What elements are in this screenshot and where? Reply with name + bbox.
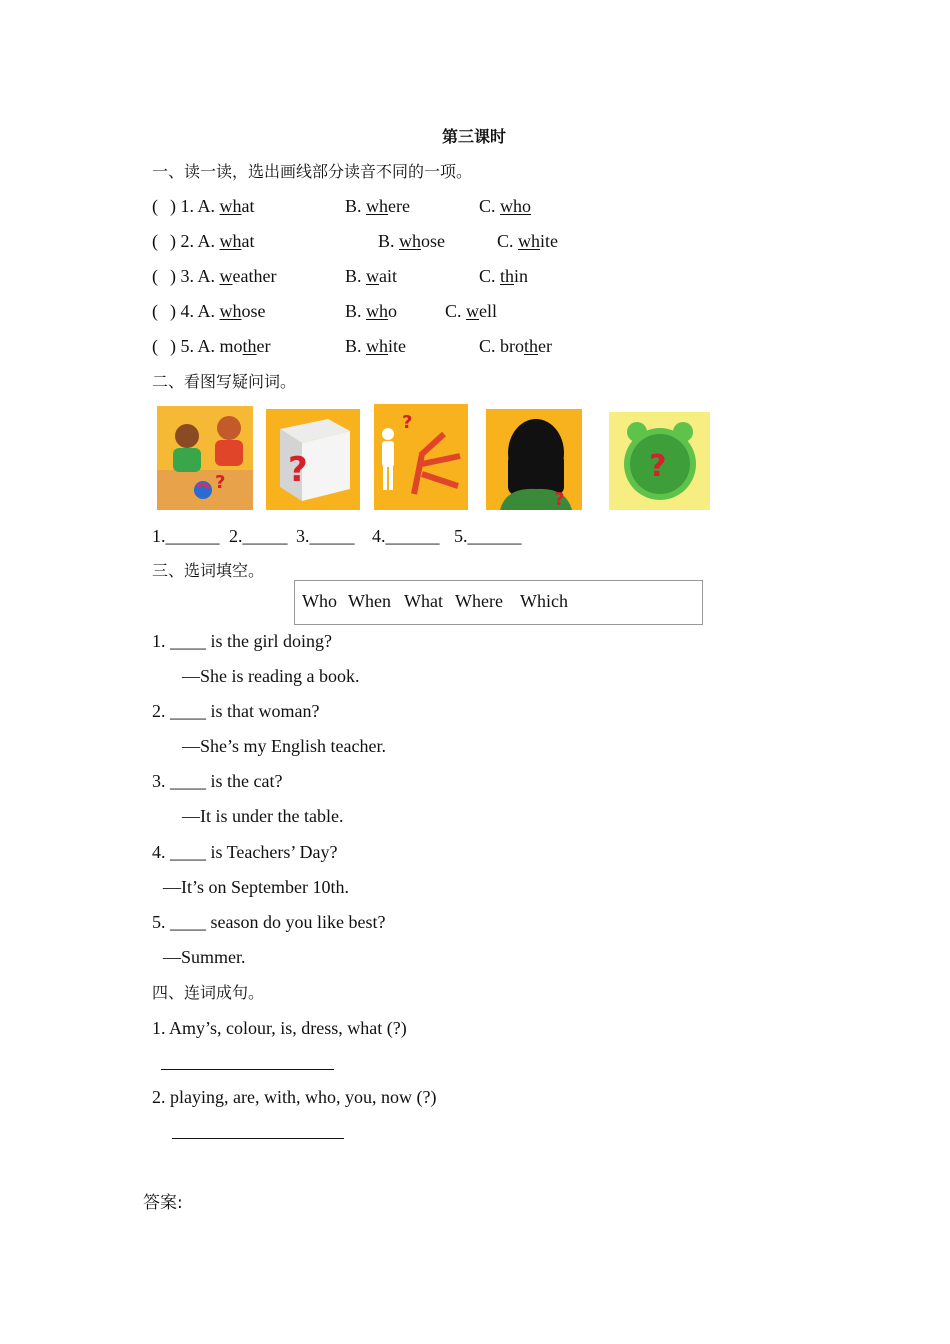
fill-answer-2: —She’s my English teacher. xyxy=(182,736,386,756)
underlined-letters: wh xyxy=(219,196,242,216)
fill-answer-1: —She is reading a book. xyxy=(182,666,360,686)
question-row: ( ) 2. A. what xyxy=(152,231,255,251)
fill-question-5: 5. ____ season do you like best? xyxy=(152,912,386,932)
option-b: B. wait xyxy=(345,266,398,286)
option-c: C. well xyxy=(445,301,498,321)
fill-question-3: 3. ____ is the cat? xyxy=(152,771,283,791)
picture-blank-4[interactable]: 4.______ xyxy=(372,526,440,546)
option-b: B. white xyxy=(345,336,407,356)
fill-answer-4: —It’s on September 10th. xyxy=(163,877,349,897)
option-b: B. whose xyxy=(378,231,446,251)
picture-blank-5[interactable]: 5.______ xyxy=(454,526,522,546)
fill-question-1: 1. ____ is the girl doing? xyxy=(152,631,332,651)
page-title: 第三课时 xyxy=(442,127,507,146)
svg-text:?: ? xyxy=(288,450,308,490)
answer-line-2[interactable] xyxy=(172,1138,344,1139)
option-c: C. who xyxy=(479,196,532,216)
word-bank xyxy=(294,580,703,625)
word-when: When xyxy=(348,591,391,611)
picture-blank-2[interactable]: 2._____ xyxy=(229,526,288,546)
option-c: C. brother xyxy=(479,336,553,356)
picture-blank-1[interactable]: 1.______ xyxy=(152,526,220,546)
option-b: B. where xyxy=(345,196,410,216)
fill-question-4: 4. ____ is Teachers’ Day? xyxy=(152,842,338,862)
fill-answer-5: —Summer. xyxy=(163,947,246,967)
boys-with-ball-picture xyxy=(157,406,253,510)
svg-text:?: ? xyxy=(649,449,667,484)
answer-label: 答案: xyxy=(143,1193,183,1213)
section-4-heading: 四、连词成句。 xyxy=(152,983,265,1002)
svg-text:?: ? xyxy=(554,489,565,510)
section-3-heading: 三、选词填空。 xyxy=(152,561,265,580)
option-c: C. white xyxy=(497,231,559,251)
option-c: C. thin xyxy=(479,266,529,286)
word-what: What xyxy=(404,591,443,611)
girl-back-view-picture xyxy=(486,409,582,510)
section-2-heading: 二、看图写疑问词。 xyxy=(152,372,297,391)
crossroads-picture xyxy=(374,404,468,510)
question-row: ( ) 1. A. what xyxy=(152,196,255,216)
question-row: ( ) 4. A. whose xyxy=(152,301,266,321)
picture-blank-3[interactable]: 3._____ xyxy=(296,526,355,546)
sentence-item-1: 1. Amy’s, colour, is, dress, what (?) xyxy=(152,1018,407,1038)
option-b: B. who xyxy=(345,301,398,321)
fill-answer-3: —It is under the table. xyxy=(182,806,344,826)
question-row: ( ) 3. A. weather xyxy=(152,266,277,286)
svg-text:?: ? xyxy=(215,472,226,493)
svg-text:?: ? xyxy=(402,412,413,433)
question-box-picture xyxy=(266,409,360,510)
word-who: Who xyxy=(302,591,337,611)
question-row: ( ) 5. A. mother xyxy=(152,336,271,356)
word-where: Where xyxy=(455,591,503,611)
answer-line-1[interactable] xyxy=(161,1069,334,1070)
alarm-clock-picture xyxy=(609,412,710,510)
sentence-item-2: 2. playing, are, with, who, you, now (?) xyxy=(152,1087,437,1107)
fill-question-2: 2. ____ is that woman? xyxy=(152,701,320,721)
section-1-heading: 一、读一读，选出画线部分读音不同的一项。 xyxy=(152,162,473,181)
word-which: Which xyxy=(520,591,568,611)
